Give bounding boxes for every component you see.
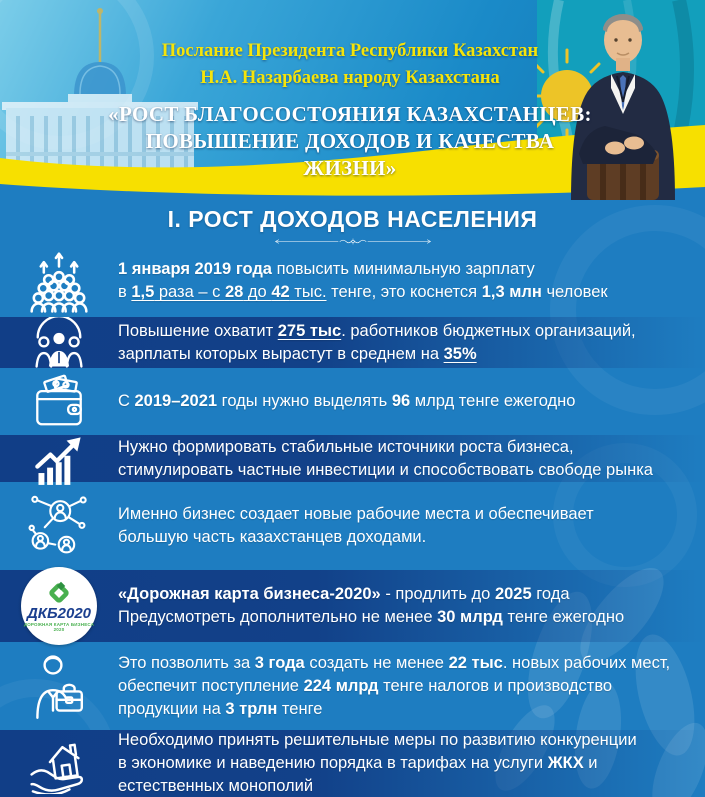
poster-title-line1: «РОСТ БЛАГОСОСТОЯНИЯ КАЗАХСТАНЦЕВ:: [108, 102, 592, 126]
info-row: [0, 317, 705, 368]
row-text: Нужно формировать стабильные источники роста бизнеса, стимулировать частные инвестиции и способствовать свободе рынка: [118, 437, 653, 479]
business-network-icon: [28, 495, 90, 557]
ornamental-divider: [167, 238, 539, 245]
header-kicker-line1: Послание Президента Республики Казахстан: [161, 41, 539, 61]
section-title: I. РОСТ ДОХОДОВ НАСЕЛЕНИЯ: [167, 206, 538, 232]
team-icon: [31, 317, 87, 369]
worker-briefcase-icon: [29, 653, 89, 719]
info-row: [0, 368, 705, 435]
info-row: [0, 435, 705, 482]
dkb-green-diamond-icon: [46, 580, 72, 606]
info-row: [0, 570, 705, 642]
info-row: [0, 245, 705, 317]
hand-house-icon: [26, 734, 92, 794]
row-text: Именно бизнес создает новые рабочие места и обеспечивает большую часть казахстанцев доходами.: [118, 505, 594, 546]
crowd-growth-icon: [27, 247, 91, 315]
header-text-block: [100, 38, 600, 182]
row-text: Это позволить за 3 года создать не менее 22 тыс. новых рабочих мест, обеспечит поступление 224 млрд тенге налогов и производство продукции на 3 трлн тенге: [118, 653, 671, 718]
content-area: [0, 200, 705, 797]
wallet-icon: [30, 374, 88, 430]
dkb2020-logo: [21, 567, 97, 645]
header-kicker-line2: Н.А. Назарбаева народу Казахстана: [200, 68, 500, 88]
info-row: [0, 482, 705, 570]
row-text: 1 января 2019 года повысить минимальную зарплату в 1,5 раза – с 28 до 42 тыс. тенге, это коснется 1,3 млн человек: [118, 260, 608, 301]
row-text: С 2019–2021 годы нужно выделять 96 млрд тенге ежегодно: [118, 392, 576, 410]
dkb2020-logo: ДКБ2020 ДОРОЖНАЯ КАРТА БИЗНЕСА 2020: [21, 567, 97, 645]
info-row: [0, 642, 705, 730]
row-text: «Дорожная карта бизнеса-2020» - продлить до 2025 года Предусмотреть дополнительно не менее 30 млрд тенге ежегодно: [118, 585, 625, 626]
section-header: [0, 200, 705, 245]
row-text: Необходимо принять решительные меры по развитию конкуренции в экономике и наведению порядка в тарифах на услуги ЖКХ и естественных монополий: [118, 731, 637, 795]
growth-chart-icon: [32, 433, 86, 485]
poster-title-line2: ПОВЫШЕНИЕ ДОХОДОВ И КАЧЕСТВА ЖИЗНИ»: [145, 129, 555, 180]
row-text: Повышение охватит 275 тыс. работников бюджетных организаций, зарплаты которых вырастут в среднем на 35%: [118, 321, 636, 363]
header-banner: [0, 0, 705, 200]
info-row: [0, 730, 705, 797]
info-rows: [0, 245, 705, 797]
